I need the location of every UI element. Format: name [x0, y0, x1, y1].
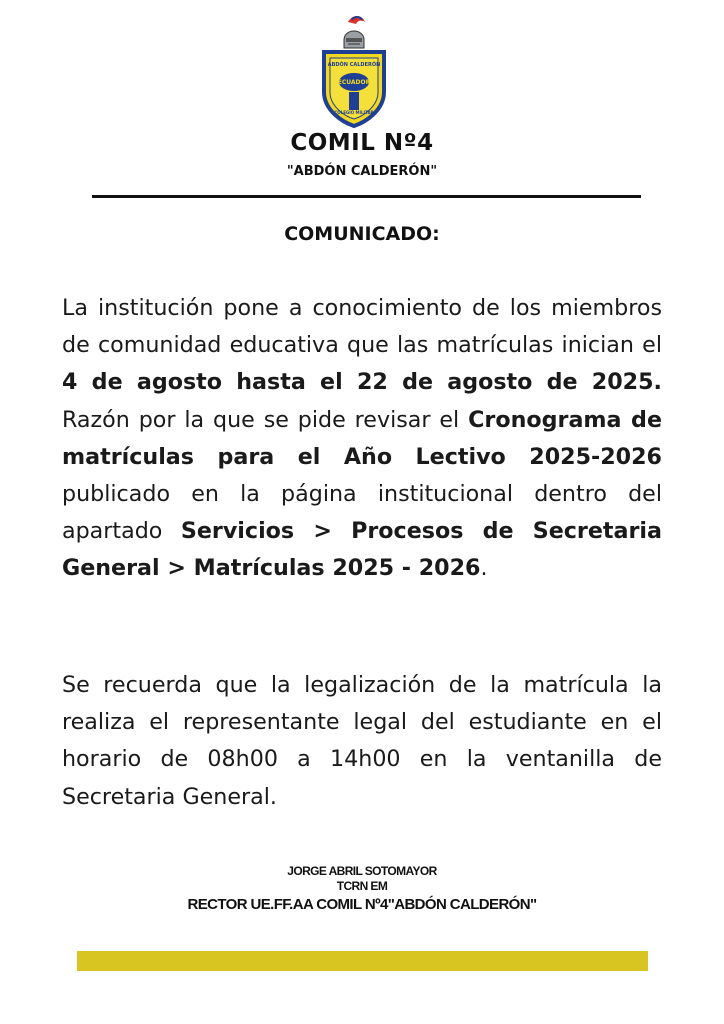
signatory-rank: TCRN EM: [336, 879, 388, 893]
svg-text:ECUADOR: ECUADOR: [337, 79, 371, 86]
signatory-title: RECTOR UE.FF.AA COMIL Nº4"ABDÓN CALDERÓN": [187, 896, 537, 913]
footer-accent-bar: [77, 951, 648, 971]
notice-heading: COMUNICADO:: [284, 223, 440, 245]
notice-paragraph-2: Se recuerda que la legalización de la matrícula la realiza el representante legal del estudiante en el horario de 08h00 a 14h00 en la ventanilla de Secretaria General.: [62, 672, 662, 810]
signatory-name: JORGE ABRIL SOTOMAYOR: [287, 864, 437, 878]
institution-name: COMIL Nº4: [290, 130, 434, 156]
header-divider: [92, 195, 641, 198]
notice-paragraph-1: La institución pone a conocimiento de los miembros de comunidad educativa que las matrículas inician el 4 de agosto hasta el 22 de agosto de 2025. Razón por la que se pide revisar el Cronograma de matrículas para el Año Lectivo 2025-2026 publicado en la página institucional dentro del apartado Servicios > Procesos de Secretaria General > Matrículas 2025 - 2026.: [62, 295, 662, 582]
institution-subtitle: "ABDÓN CALDERÓN": [286, 164, 438, 179]
svg-text:ABDÓN CALDERÓN: ABDÓN CALDERÓN: [327, 62, 381, 68]
colegio-militar-seal: [318, 14, 390, 130]
svg-text:COLEGIO MILITAR: COLEGIO MILITAR: [334, 110, 374, 115]
